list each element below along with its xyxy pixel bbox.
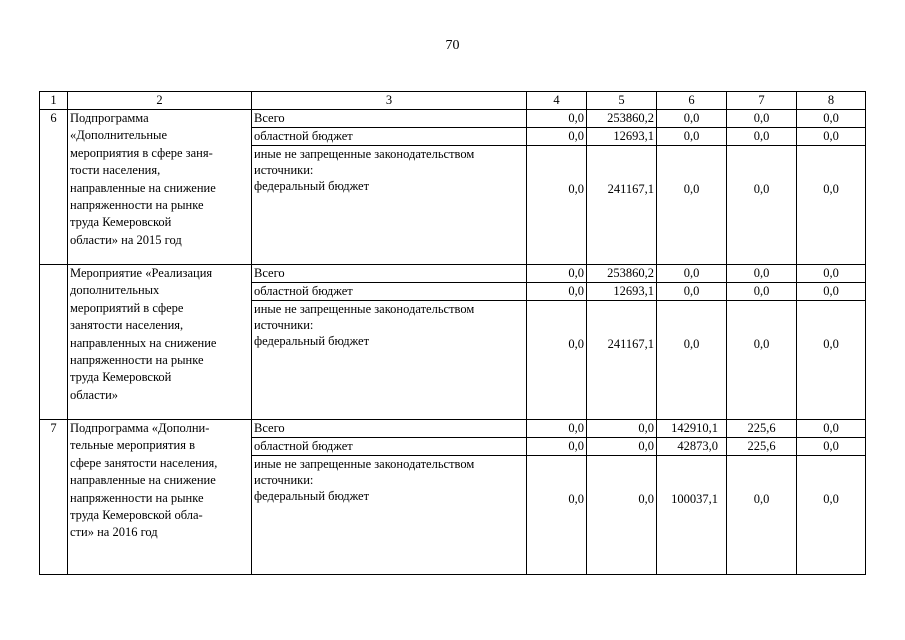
program-name-line: области» на 2015 год: [70, 232, 182, 247]
value-cell: 241167,1: [587, 146, 657, 265]
value-cell: 0,0: [727, 456, 797, 575]
value-cell: 0,0: [527, 438, 587, 456]
program-name-line: области»: [70, 387, 119, 402]
header-cell: 3: [252, 92, 527, 110]
funding-source-line: иные не запрещенные законодательством: [254, 147, 475, 161]
program-name-line: мероприятия в сфере заня-: [70, 145, 213, 160]
program-name: [68, 265, 252, 420]
funding-source: областной бюджет: [252, 283, 527, 301]
funding-source: [252, 301, 527, 420]
program-name-line: Подпрограмма: [70, 111, 149, 125]
funding-source: Всего: [252, 265, 527, 283]
value-cell: 0,0: [797, 438, 866, 456]
value-cell: 0,0: [657, 146, 727, 265]
value-cell: 142910,1: [657, 420, 727, 438]
program-name-line: Мероприятие «Реализация: [70, 266, 213, 280]
program-name-line: Подпрограмма «Дополни-: [70, 421, 210, 435]
value-cell: 0,0: [727, 265, 797, 283]
value-cell: 0,0: [727, 128, 797, 146]
value-cell: 0,0: [727, 301, 797, 420]
program-name-line: тельные мероприятия в: [70, 438, 195, 453]
row-index: 7: [40, 420, 68, 575]
header-row: [40, 92, 866, 110]
value-cell: 225,6: [727, 420, 797, 438]
row-index: [40, 265, 68, 420]
program-name-line: сти» на 2016 год: [70, 525, 158, 540]
value-cell: 0,0: [527, 456, 587, 575]
value-cell: 12693,1: [587, 283, 657, 301]
program-name-line: мероприятий в сфере: [70, 300, 184, 315]
funding-source-line: федеральный бюджет: [254, 179, 370, 193]
value-cell: 253860,2: [587, 110, 657, 128]
funding-source-line: иные не запрещенные законодательством: [254, 457, 475, 471]
program-name-line: напряженности на рынке: [70, 353, 204, 368]
funding-source: областной бюджет: [252, 128, 527, 146]
budget-table: [39, 91, 866, 575]
program-name-line: труда Кемеровской: [70, 215, 172, 230]
funding-source-line: федеральный бюджет: [254, 334, 370, 348]
program-name-line: сфере занятости населения,: [70, 455, 218, 470]
value-cell: 0,0: [797, 128, 866, 146]
value-cell: 0,0: [527, 265, 587, 283]
header-cell: 4: [527, 92, 587, 110]
program-name: [68, 110, 252, 265]
value-cell: 0,0: [657, 283, 727, 301]
program-name-line: труда Кемеровской: [70, 370, 172, 385]
table-row: [40, 110, 866, 128]
value-cell: 12693,1: [587, 128, 657, 146]
program-name-line: дополнительных: [70, 283, 160, 298]
program-name: [68, 420, 252, 575]
header-cell: 2: [68, 92, 252, 110]
funding-source: [252, 456, 527, 575]
value-cell: 0,0: [797, 283, 866, 301]
header-cell: 6: [657, 92, 727, 110]
header-cell: 5: [587, 92, 657, 110]
funding-source-line: источники:: [254, 473, 314, 487]
header-cell: 8: [797, 92, 866, 110]
header-cell: 1: [40, 92, 68, 110]
funding-source-line: источники:: [254, 163, 314, 177]
funding-source: областной бюджет: [252, 438, 527, 456]
value-cell: 0,0: [587, 420, 657, 438]
program-name-line: напряженности на рынке: [70, 198, 204, 213]
value-cell: 0,0: [797, 110, 866, 128]
program-name-line: занятости населения,: [70, 318, 184, 333]
value-cell: 0,0: [727, 283, 797, 301]
funding-source-line: иные не запрещенные законодательством: [254, 302, 475, 316]
program-name-line: напряженности на рынке: [70, 490, 204, 505]
value-cell: 0,0: [527, 283, 587, 301]
value-cell: 0,0: [657, 301, 727, 420]
value-cell: 0,0: [527, 146, 587, 265]
value-cell: 100037,1: [657, 456, 727, 575]
value-cell: 0,0: [587, 456, 657, 575]
value-cell: 0,0: [527, 301, 587, 420]
value-cell: 42873,0: [657, 438, 727, 456]
program-name-line: труда Кемеровской обла-: [70, 508, 203, 523]
value-cell: 0,0: [527, 110, 587, 128]
value-cell: 0,0: [657, 128, 727, 146]
funding-source: Всего: [252, 110, 527, 128]
table-row: [40, 420, 866, 438]
value-cell: 0,0: [727, 146, 797, 265]
program-name-line: тости населения,: [70, 163, 161, 178]
funding-source: Всего: [252, 420, 527, 438]
value-cell: 0,0: [797, 301, 866, 420]
program-name-line: направленные на снижение: [70, 180, 216, 195]
value-cell: 0,0: [797, 456, 866, 575]
program-name-line: направленные на снижение: [70, 473, 216, 488]
funding-source: [252, 146, 527, 265]
header-cell: 7: [727, 92, 797, 110]
value-cell: 0,0: [587, 438, 657, 456]
value-cell: 0,0: [797, 146, 866, 265]
value-cell: 0,0: [657, 110, 727, 128]
program-name-line: направленных на снижение: [70, 335, 217, 350]
value-cell: 0,0: [657, 265, 727, 283]
value-cell: 241167,1: [587, 301, 657, 420]
funding-source-line: федеральный бюджет: [254, 489, 370, 503]
value-cell: 0,0: [797, 420, 866, 438]
table-row: [40, 265, 866, 283]
value-cell: 0,0: [727, 110, 797, 128]
row-index: 6: [40, 110, 68, 265]
funding-source-line: источники:: [254, 318, 314, 332]
value-cell: 253860,2: [587, 265, 657, 283]
program-name-line: «Дополнительные: [70, 128, 168, 143]
value-cell: 0,0: [527, 420, 587, 438]
value-cell: 0,0: [797, 265, 866, 283]
value-cell: 0,0: [527, 128, 587, 146]
value-cell: 225,6: [727, 438, 797, 456]
page-number: 70: [445, 38, 460, 53]
